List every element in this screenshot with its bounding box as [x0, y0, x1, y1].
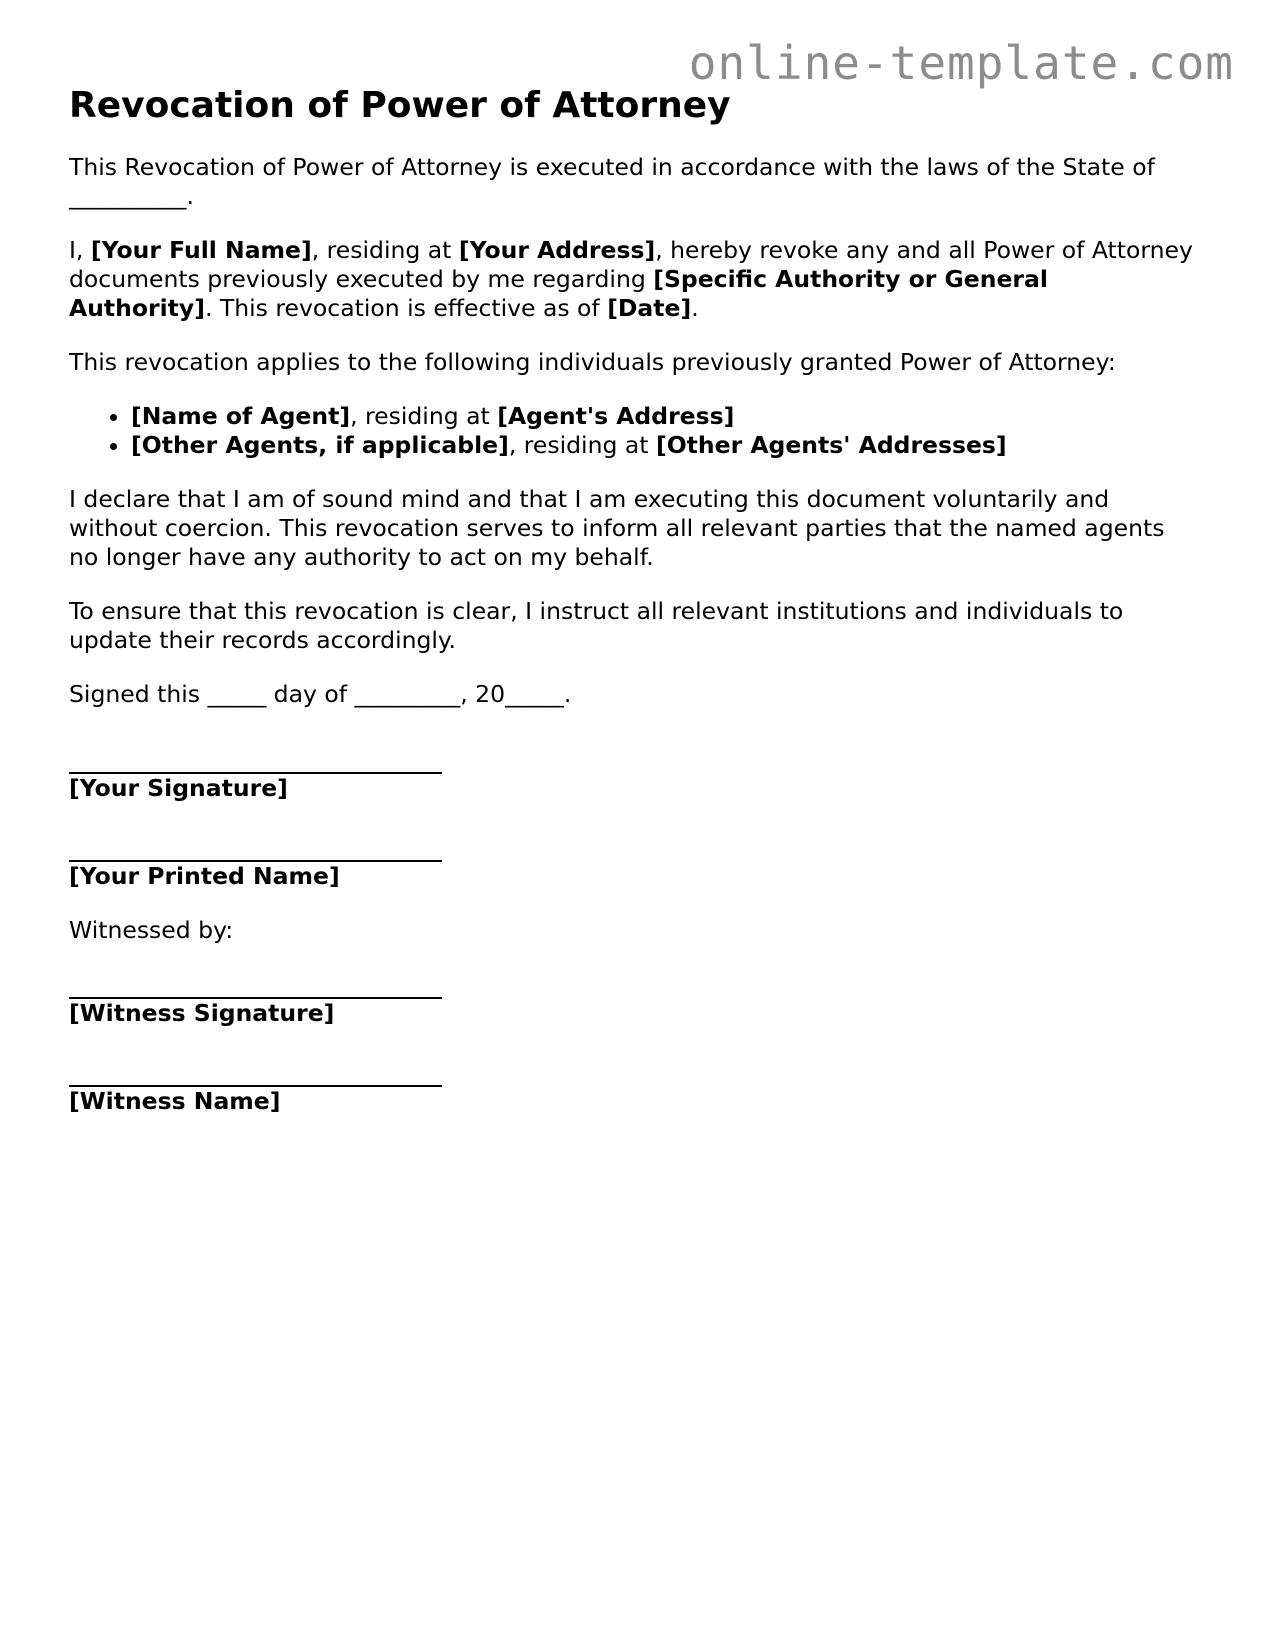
- witness-signature-label: [Witness Signature]: [69, 999, 335, 1028]
- agent-address-placeholder: [Other Agents' Addresses]: [655, 431, 1007, 460]
- signature-line[interactable]: [69, 1056, 442, 1087]
- agents-list: [69, 402, 1199, 460]
- full-name-placeholder: [Your Full Name]: [90, 236, 312, 265]
- signed-date-line: Signed this _____ day of _________, 20_____.: [69, 680, 572, 709]
- watermark: online-template.com: [688, 36, 1234, 90]
- agent-address-placeholder: [Agent's Address]: [497, 402, 735, 431]
- agent-name-placeholder: [Other Agents, if applicable]: [131, 431, 509, 460]
- witnessed-by-label: Witnessed by:: [69, 916, 234, 945]
- signature-line[interactable]: [69, 968, 442, 999]
- agent-name-placeholder: [Name of Agent]: [131, 402, 351, 431]
- printed-name-block: [69, 831, 1199, 891]
- authority-placeholder: [Specific Authority or General Authority]: [69, 265, 1048, 323]
- declaration-text: . This revocation is effective as of: [204, 294, 608, 323]
- agent-separator: , residing at: [508, 431, 656, 460]
- intro-paragraph: This Revocation of Power of Attorney is executed in accordance with the laws of the State of __________.: [69, 153, 1155, 211]
- list-item: [131, 402, 1199, 431]
- document-page: [69, 84, 1199, 1141]
- document-title: Revocation of Power of Attorney: [69, 85, 731, 126]
- declaration-text: I,: [69, 236, 91, 265]
- declaration-text: .: [691, 294, 699, 323]
- list-item: [131, 431, 1199, 460]
- witness-signature-block: [69, 968, 1199, 1028]
- signature-line[interactable]: [69, 743, 442, 774]
- declaration-text: , hereby revoke any and all Power of Attorney documents previously executed by me regarding: [69, 236, 1193, 294]
- your-signature-label: [Your Signature]: [69, 774, 288, 803]
- address-placeholder: [Your Address]: [458, 236, 656, 265]
- declaration-text: , residing at: [311, 236, 459, 265]
- records-paragraph: To ensure that this revocation is clear, I instruct all relevant institutions and individuals to update their records accordingly.: [69, 597, 1124, 655]
- witness-name-block: [69, 1056, 1199, 1116]
- sound-mind-paragraph: I declare that I am of sound mind and that I am executing this document voluntarily and without coercion. This revocation serves to inform all relevant parties that the named agents no longer have any authority to act on my behalf.: [69, 485, 1165, 572]
- agent-separator: , residing at: [350, 402, 498, 431]
- date-placeholder: [Date]: [607, 294, 692, 323]
- printed-name-label: [Your Printed Name]: [69, 862, 340, 891]
- your-signature-block: [69, 743, 1199, 803]
- declaration-paragraph: [69, 236, 1199, 323]
- signature-line[interactable]: [69, 831, 442, 862]
- applies-paragraph: This revocation applies to the following individuals previously granted Power of Attorney:: [69, 348, 1116, 377]
- witness-name-label: [Witness Name]: [69, 1087, 281, 1116]
